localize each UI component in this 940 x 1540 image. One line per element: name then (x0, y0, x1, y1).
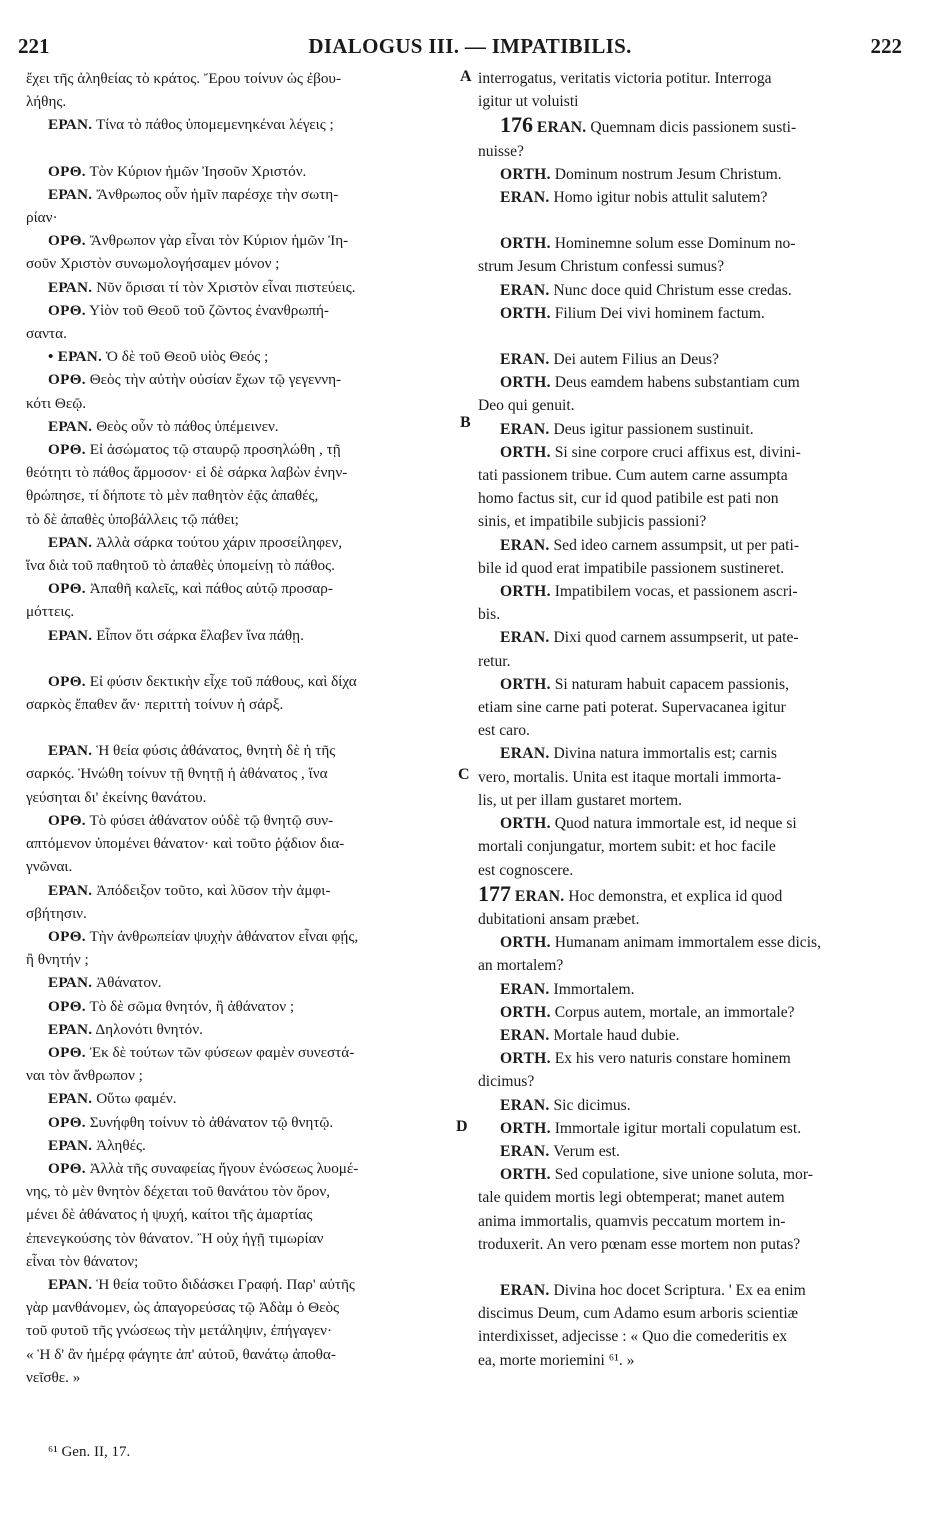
column-number: 176 (500, 112, 533, 138)
line-text: τὸ δὲ ἀπαθὲς ὑποβάλλεις τῷ πάθει; (26, 510, 239, 528)
latin-line (478, 371, 896, 394)
line-text: Ἐκ δὲ τούτων τῶν φύσεων φαμὲν συνεστά- (89, 1043, 355, 1061)
line-text: Sic dicimus. (553, 1096, 631, 1114)
line-text: tale quidem mortis legi obtemperat; manet autem (478, 1189, 785, 1207)
greek-line (26, 762, 458, 785)
line-text: σαντα. (26, 325, 67, 343)
greek-column (26, 67, 458, 1389)
line-text: bis. (478, 606, 501, 624)
footnote: ⁶¹ Gen. II, 17. (48, 1444, 131, 1460)
latin-line (478, 1117, 896, 1140)
speaker-label: ORTH. (500, 304, 551, 322)
greek-line (26, 902, 458, 925)
latin-line (478, 580, 896, 603)
speaker-label: ORTH. (500, 1050, 551, 1068)
speaker-label: ORTH. (500, 1119, 551, 1137)
line-text: Δηλονότι θνητόν. (95, 1020, 203, 1038)
line-text: Immortale igitur mortali copulatum est. (554, 1119, 802, 1137)
line-text: Nunc doce quid Christum esse credas. (553, 281, 792, 299)
line-text: troduxerit. An vero pœnam esse mortem non putas? (478, 1235, 801, 1253)
greek-line (26, 484, 458, 507)
line-text: tati passionem tribue. Cum autem carne assumpta (478, 467, 788, 485)
line-text: Τὴν ἀνθρωπείαν ψυχὴν ἀθάνατον εἶναι φῄς, (89, 927, 359, 945)
line-text: Deus igitur passionem sustinuit. (553, 420, 754, 438)
speaker-label: ΕΡΑΝ. (48, 1020, 93, 1038)
line-text: Dixi quod carnem assumpserit, ut pate- (553, 629, 799, 647)
speaker-label: ERAN. (514, 887, 565, 905)
speaker-label: ERAN. (500, 351, 550, 369)
line-text: Sed ideo carnem assumpsit, ut per pati- (553, 536, 800, 554)
line-text: Divina hoc docet Scriptura. ' Ex ea enim (553, 1281, 806, 1299)
latin-line (478, 954, 896, 977)
latin-line (478, 1349, 896, 1372)
latin-column (478, 67, 896, 1372)
latin-line (478, 557, 896, 580)
greek-line (26, 67, 458, 90)
line-text: retur. (478, 652, 511, 670)
greek-line (26, 925, 458, 948)
line-text: σβήτησιν. (26, 904, 87, 922)
latin-line (478, 464, 896, 487)
line-text: Ex his vero naturis constare hominem (554, 1050, 791, 1068)
line-text: est caro. (478, 722, 530, 740)
line-text: ἵνα διὰ τοῦ παθητοῦ τὸ ἀπαθὲς ὑπομείνῃ τὸ πάθος. (26, 557, 335, 575)
line-text: Οὕτω φαμέν. (96, 1090, 177, 1108)
line-text: Τὸ δὲ σῶμα θνητόν, ἢ ἀθάνατον ; (89, 997, 295, 1015)
line-text: Ἀλλὰ σάρκα τούτου χάριν προσείληφεν, (96, 533, 343, 551)
speaker-label: ERAN. (500, 1281, 550, 1299)
line-text: Corpus autem, mortale, an immortale? (554, 1003, 795, 1021)
line-text: Ἡ θεία τοῦτο διδάσκει Γραφή. Παρ' αὐτῆς (96, 1275, 355, 1293)
line-text: anima immortalis, quamvis peccatum mortem in- (478, 1212, 786, 1230)
latin-line (478, 1210, 896, 1233)
greek-line (26, 1319, 458, 1342)
speaker-label: ΕΡΑΝ. (48, 1090, 93, 1108)
speaker-label: ERAN. (500, 420, 550, 438)
line-text: απτόμενον ὑπομένει θάνατον· καὶ τοῦτο ῥᾴδιον δια- (26, 835, 345, 853)
line-text: interdixisset, adjecisse : « Quo die comederitis ex (478, 1328, 788, 1346)
latin-line (478, 67, 896, 90)
greek-line (26, 1111, 458, 1134)
greek-line (26, 252, 458, 275)
latin-line (478, 1279, 896, 1302)
latin-line (478, 650, 896, 673)
latin-line (478, 418, 896, 441)
greek-line (26, 1018, 458, 1041)
latin-line (478, 348, 896, 371)
line-text: etiam sine carne pati poterat. Supervacanea igitur (478, 699, 786, 717)
line-text: Mortale haud dubie. (553, 1026, 680, 1044)
speaker-label: ΕΡΑΝ. (48, 881, 93, 899)
line-text: Νῦν ὅρισαι τί τὸν Χριστὸν εἶναι πιστεύεις. (96, 278, 356, 296)
latin-line (478, 1047, 896, 1070)
line-text: Dominum nostrum Jesum Christum. (554, 165, 782, 183)
line-text: κότι Θεῷ. (26, 394, 87, 412)
latin-line (478, 441, 896, 464)
latin-line (478, 113, 896, 139)
speaker-label: ERAN. (500, 1142, 550, 1160)
margin-letter-d: D (456, 1118, 468, 1135)
latin-line (478, 882, 896, 908)
speaker-label: ΕΡΑΝ. (48, 974, 93, 992)
line-text: Ἀθάνατον. (96, 974, 162, 992)
line-text: νεῖσθε. » (26, 1368, 81, 1386)
greek-line (26, 809, 458, 832)
greek-line (26, 531, 458, 554)
greek-line (26, 1250, 458, 1273)
latin-line (478, 534, 896, 557)
line-text: γνῶναι. (26, 858, 73, 876)
margin-letter-c: C (458, 766, 470, 783)
speaker-label: ΕΡΑΝ. (48, 533, 93, 551)
line-text: Impatibilem vocas, et passionem ascri- (554, 583, 798, 601)
line-text: ἢ θνητήν ; (26, 951, 89, 969)
line-text: an mortalem? (478, 957, 564, 975)
latin-line (478, 719, 896, 742)
line-text: Ἀληθές. (96, 1136, 146, 1154)
line-text: mortali conjungatur, mortem subit: et hoc facile (478, 838, 776, 856)
latin-line (478, 255, 896, 278)
line-text: ναι τὸν ἄνθρωπον ; (26, 1067, 143, 1085)
latin-line (478, 696, 896, 719)
greek-line (26, 995, 458, 1018)
line-text: Deus eamdem habens substantiam cum (554, 374, 800, 392)
page-header (0, 0, 940, 70)
speaker-label: ΟΡΘ. (48, 811, 86, 829)
latin-line (478, 510, 896, 533)
speaker-label: ΟΡΘ. (48, 927, 86, 945)
greek-line (26, 299, 458, 322)
greek-line (26, 160, 458, 183)
line-text: Quemnam dicis passionem susti- (590, 119, 797, 137)
line-text: Θεὸς οὖν τὸ πάθος ὑπέμεινεν. (96, 417, 279, 435)
speaker-label: ΟΡΘ. (48, 162, 86, 180)
line-text: vero, mortalis. Unita est itaque mortali immorta- (478, 768, 782, 786)
speaker-label: ERAN. (500, 189, 550, 207)
greek-line (26, 1064, 458, 1087)
line-text: sinis, et impatibile subjicis passioni? (478, 513, 707, 531)
speaker-label: ERAN. (500, 536, 550, 554)
latin-line (478, 302, 896, 325)
line-text: discimus Deum, cum Adamo esum arboris scientiæ (478, 1305, 799, 1323)
greek-line (26, 1227, 458, 1250)
greek-line (26, 693, 458, 716)
line-text: dubitationi ansam præbet. (478, 910, 640, 928)
greek-line (26, 322, 458, 345)
line-text: lis, ut per illam gustaret mortem. (478, 791, 682, 809)
column-number: 177 (478, 880, 511, 906)
greek-line (26, 739, 458, 762)
greek-line (26, 276, 458, 299)
line-text: « Ἡ δ' ἂν ἡμέρᾳ φάγητε ἀπ' αὐτοῦ, θανάτῳ ἀποθα- (26, 1345, 336, 1363)
greek-line (26, 1203, 458, 1226)
margin-letter-a: A (460, 68, 472, 85)
speaker-label: ΕΡΑΝ. (48, 1136, 93, 1154)
line-text: dicimus? (478, 1073, 535, 1091)
latin-line (478, 931, 896, 954)
greek-line (26, 1041, 458, 1064)
latin-line (478, 1186, 896, 1209)
line-text: Humanam animam immortalem esse dicis, (554, 934, 822, 952)
greek-line (26, 1343, 458, 1366)
greek-line (26, 1180, 458, 1203)
speaker-label: ERAN. (536, 119, 587, 137)
line-text: Τὸ φύσει ἀθάνατον οὐδὲ τῷ θνητῷ συν- (89, 811, 334, 829)
running-title: DIALOGUS III. — IMPATIBILIS. (308, 34, 632, 58)
line-text: Εἰ φύσιν δεκτικὴν εἶχε τοῦ πάθους, καὶ δίχα (89, 672, 357, 690)
latin-line (478, 1302, 896, 1325)
line-text: Τὸν Κύριον ἡμῶν Ἰησοῦν Χριστόν. (89, 162, 307, 180)
line-text: Τίνα τὸ πάθος ὑπομεμενηκέναι λέγεις ; (95, 116, 334, 134)
greek-line (26, 229, 458, 252)
line-text: Deo qui genuit. (478, 397, 575, 415)
line-text: ρίαν· (26, 209, 58, 227)
latin-line (478, 1094, 896, 1117)
latin-line (478, 978, 896, 1001)
speaker-label: ERAN. (500, 281, 550, 299)
speaker-label: ERAN. (500, 1026, 550, 1044)
greek-line (26, 971, 458, 994)
latin-spacer (478, 1256, 896, 1279)
speaker-label: ORTH. (500, 1166, 551, 1184)
greek-line (26, 948, 458, 971)
greek-line (26, 368, 458, 391)
greek-line (26, 113, 458, 136)
line-text: bile id quod erat impatibile passionem sustineret. (478, 559, 785, 577)
line-text: θρώπησε, τί δήποτε τὸ μὲν παθητὸν ἐᾷς ἀπαθές, (26, 487, 319, 505)
speaker-label: ΟΡΘ. (48, 1159, 86, 1177)
speaker-label: ΟΡΘ. (48, 672, 86, 690)
greek-line (26, 461, 458, 484)
greek-line (26, 90, 458, 113)
speaker-label: ORTH. (500, 934, 551, 952)
latin-line (478, 766, 896, 789)
latin-line (478, 1163, 896, 1186)
speaker-label: ΕΡΑΝ. (48, 1275, 93, 1293)
greek-line (26, 1134, 458, 1157)
greek-line (26, 1296, 458, 1319)
line-text: Immortalem. (553, 980, 635, 998)
latin-line (478, 789, 896, 812)
line-text: Hoc demonstra, et explica id quod (568, 887, 783, 905)
greek-line (26, 1157, 458, 1180)
greek-line (26, 855, 458, 878)
greek-line (26, 879, 458, 902)
line-text: γεύσηται δι' ἐκείνης θανάτου. (26, 788, 207, 806)
line-text: Υἱὸν τοῦ Θεοῦ τοῦ ζῶντος ἐνανθρωπή- (89, 301, 329, 319)
greek-line (26, 392, 458, 415)
line-text: Homo igitur nobis attulit salutem? (553, 189, 768, 207)
line-text: μόττεις. (26, 603, 75, 621)
greek-line (26, 1273, 458, 1296)
speaker-label: ΟΡΘ. (48, 1113, 86, 1131)
greek-line (26, 554, 458, 577)
line-text: ἐπενεγκούσης τὸν θάνατον. Ἢ οὐχ ἡγῇ τιμωρίαν (26, 1229, 324, 1247)
latin-line (478, 812, 896, 835)
margin-letter-b: B (460, 414, 471, 431)
latin-line (478, 673, 896, 696)
speaker-label: ORTH. (500, 374, 551, 392)
speaker-label: ΕΡΑΝ. (48, 116, 93, 134)
latin-line (478, 186, 896, 209)
speaker-label: ΟΡΘ. (48, 580, 86, 598)
line-text: Quod natura immortale est, id neque si (554, 815, 797, 833)
greek-spacer (26, 647, 458, 670)
latin-line (478, 140, 896, 163)
line-text: Sed copulatione, sive unione soluta, mor- (554, 1166, 813, 1184)
speaker-label: ERAN. (500, 1096, 550, 1114)
greek-spacer (26, 137, 458, 160)
latin-line (478, 603, 896, 626)
line-text: Θεὸς τὴν αὐτὴν οὐσίαν ἔχων τῷ γεγεννη- (89, 371, 342, 389)
line-text: Εἶπον ὅτι σάρκα ἔλαβεν ἵνα πάθῃ. (96, 626, 304, 644)
latin-line (478, 90, 896, 113)
line-text: Ἀπόδειξον τοῦτο, καὶ λῦσον τὴν ἀμφι- (96, 881, 331, 899)
latin-line (478, 394, 896, 417)
latin-line (478, 163, 896, 186)
line-text: Ἄνθρωπος οὖν ἡμῖν παρέσχε τὴν σωτη- (96, 185, 339, 203)
line-text: λήθης. (26, 93, 67, 111)
speaker-label: ΟΡΘ. (48, 441, 86, 459)
line-text: homo factus sit, cur id quod patibile est pati non (478, 490, 779, 508)
latin-spacer (478, 209, 896, 232)
line-text: est cognoscere. (478, 861, 574, 879)
line-text: Divina natura immortalis est; carnis (553, 745, 777, 763)
speaker-label: ORTH. (500, 675, 551, 693)
speaker-label: ORTH. (500, 583, 551, 601)
line-text: Dei autem Filius an Deus? (553, 351, 719, 369)
line-text: εἶναι τὸν θάνατον; (26, 1252, 139, 1270)
line-text: Εἰ ἀσώματος τῷ σταυρῷ προσηλώθη , τῇ (89, 441, 341, 459)
speaker-label: ΕΡΑΝ. (48, 185, 93, 203)
line-text: θεότητι τὸ πάθος ἅρμοσον· εἰ δὲ σάρκα λαβὼν ἐνην- (26, 464, 348, 482)
line-text: Ὁ δὲ τοῦ Θεοῦ υἱὸς Θεός ; (105, 348, 269, 366)
latin-line (478, 1325, 896, 1348)
speaker-label: ORTH. (500, 815, 551, 833)
speaker-label: ORTH. (500, 165, 551, 183)
line-text: τοῦ φυτοῦ τῆς γνώσεως τὴν μετάληψιν, ἐπήγαγεν· (26, 1322, 333, 1340)
speaker-label: ΕΡΑΝ. (48, 417, 93, 435)
latin-line (478, 742, 896, 765)
latin-line (478, 279, 896, 302)
line-text: μένει δὲ ἀθάνατος ἡ ψυχή, καίτοι τῆς ἁμαρτίας (26, 1206, 313, 1224)
line-text: σαρκός. Ἡνώθη τοίνυν τῇ θνητῇ ἡ ἀθάνατος , ἵνα (26, 765, 328, 783)
line-text: igitur ut voluisti (478, 93, 579, 111)
line-text: ea, morte moriemini ⁶¹. » (478, 1351, 635, 1369)
latin-line (478, 487, 896, 510)
speaker-label: ΕΡΑΝ. (48, 742, 93, 760)
greek-line (26, 786, 458, 809)
line-text: Ἀλλὰ τῆς συναφείας ἤγουν ἑνώσεως λυομέ- (89, 1159, 359, 1177)
speaker-label: ΟΡΘ. (48, 232, 86, 250)
greek-line (26, 1366, 458, 1389)
speaker-label: ORTH. (500, 443, 551, 461)
greek-line (26, 832, 458, 855)
speaker-label: ΟΡΘ. (48, 371, 86, 389)
line-text: γὰρ μανθάνομεν, ὡς ἀπαγορεύσας τῷ Ἀδὰμ ὁ Θεὸς (26, 1299, 340, 1317)
greek-line (26, 1087, 458, 1110)
latin-line (478, 859, 896, 882)
latin-line (478, 1140, 896, 1163)
line-text: σοῦν Χριστὸν συνωμολογήσαμεν μόνον ; (26, 255, 280, 273)
line-text: Si naturam habuit capacem passionis, (554, 675, 789, 693)
line-text: Ἄνθρωπον γὰρ εἶναι τὸν Κύριον ἡμῶν Ἰη- (89, 232, 349, 250)
line-text: σαρκὸς ἔπαθεν ἄν· περιττὴ τοίνυν ἡ σάρξ. (26, 696, 284, 714)
greek-spacer (26, 716, 458, 739)
speaker-label: ΟΡΘ. (48, 1043, 86, 1061)
speaker-label: ΟΡΘ. (48, 997, 86, 1015)
latin-line (478, 1233, 896, 1256)
line-text: Ἀπαθῆ καλεῖς, καὶ πάθος αὐτῷ προσαρ- (89, 580, 333, 598)
greek-line (26, 345, 458, 368)
greek-line (26, 183, 458, 206)
speaker-label: ERAN. (500, 745, 550, 763)
right-page-number: 222 (870, 34, 902, 58)
line-text: Συνήφθη τοίνυν τὸ ἀθάνατον τῷ θνητῷ. (89, 1113, 334, 1131)
line-text: Ἡ θεία φύσις ἀθάνατος, θνητὴ δὲ ἡ τῆς (96, 742, 336, 760)
greek-line (26, 415, 458, 438)
greek-line (26, 508, 458, 531)
speaker-label: ERAN. (500, 980, 550, 998)
speaker-label: ORTH. (500, 1003, 551, 1021)
speaker-label: ERAN. (500, 629, 550, 647)
speaker-label: ORTH. (500, 235, 551, 253)
greek-line (26, 206, 458, 229)
latin-spacer (478, 325, 896, 348)
speaker-label: ΕΡΑΝ. (48, 626, 93, 644)
line-text: interrogatus, veritatis victoria potitur. Interroga (478, 70, 772, 87)
latin-line (478, 1001, 896, 1024)
latin-line (478, 626, 896, 649)
greek-line (26, 438, 458, 461)
line-text: Si sine corpore cruci affixus est, divini- (554, 443, 801, 461)
latin-line (478, 1070, 896, 1093)
greek-line (26, 624, 458, 647)
line-text: Filium Dei vivi hominem factum. (554, 304, 765, 322)
line-text: Hominemne solum esse Dominum no- (554, 235, 796, 253)
greek-line (26, 577, 458, 600)
left-page-number: 221 (18, 34, 50, 58)
line-text: ἔχει τῆς ἀληθείας τὸ κράτος. Ἔρου τοίνυν ὡς ἐβου- (26, 70, 341, 87)
latin-line (478, 232, 896, 255)
speaker-label: ΕΡΑΝ. (48, 278, 93, 296)
latin-line (478, 835, 896, 858)
line-text: νης, τὸ μὲν θνητὸν δέχεται τοῦ θανάτου τὸν ὅρον, (26, 1183, 331, 1201)
greek-line (26, 670, 458, 693)
line-text: strum Jesum Christum confessi sumus? (478, 258, 725, 276)
latin-line (478, 1024, 896, 1047)
line-text: nuisse? (478, 142, 524, 160)
latin-line (478, 908, 896, 931)
speaker-label: ΟΡΘ. (48, 301, 86, 319)
greek-line (26, 600, 458, 623)
line-text: Verum est. (553, 1142, 620, 1160)
speaker-label: • ΕΡΑΝ. (48, 348, 103, 366)
